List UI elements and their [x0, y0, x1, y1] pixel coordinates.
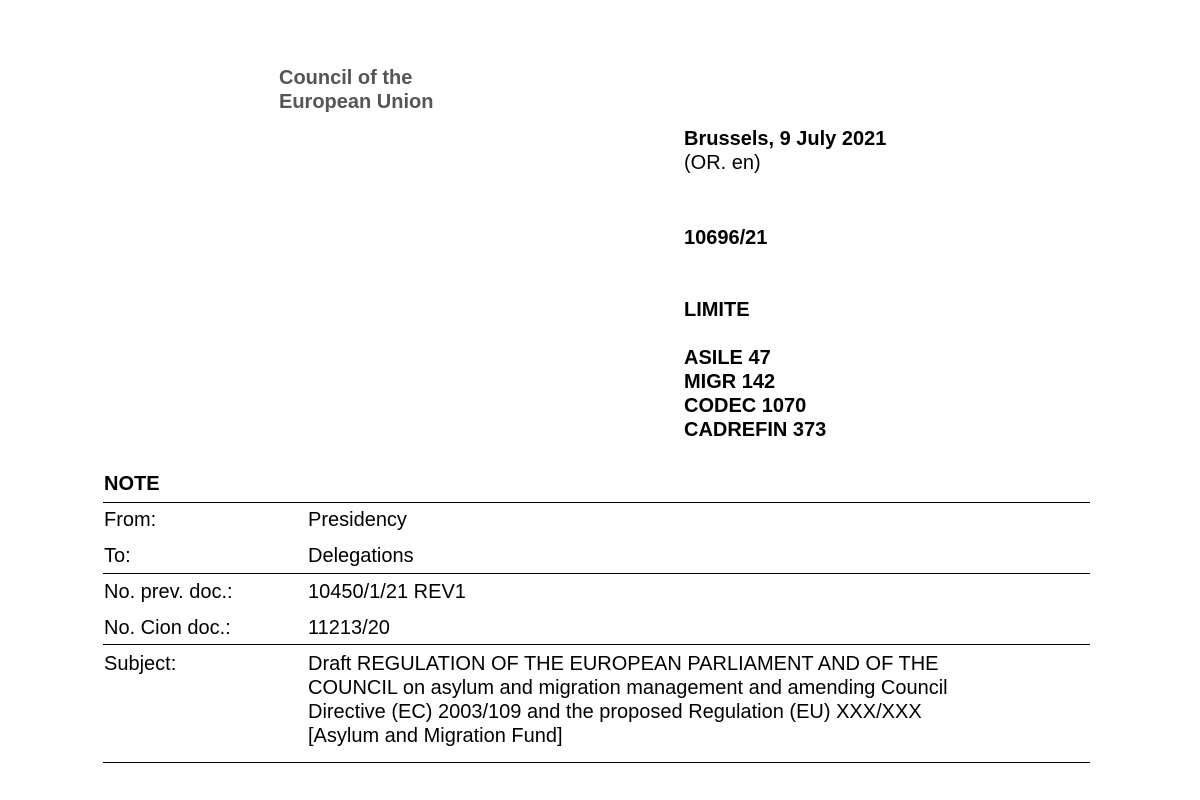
place-date-block: [684, 127, 886, 175]
prev-doc-label: No. prev. doc.:: [104, 581, 233, 603]
subject-codes: [684, 346, 826, 442]
divider: [103, 502, 1090, 503]
subject-value: [308, 652, 1078, 748]
subject-line: Directive (EC) 2003/109 and the proposed Regulation (EU) XXX/XXX: [308, 701, 922, 723]
institution-name-line-2: European Union: [279, 91, 434, 113]
place-date: Brussels, 9 July 2021: [684, 128, 887, 150]
cion-doc-label: No. Cion doc.:: [104, 617, 231, 639]
subject-line: [Asylum and Migration Fund]: [308, 725, 563, 747]
divider: [103, 644, 1090, 645]
from-value: Presidency: [308, 509, 407, 531]
prev-doc-value: 10450/1/21 REV1: [308, 581, 466, 603]
to-value: Delegations: [308, 545, 414, 567]
subject-code: CADREFIN 373: [684, 419, 827, 441]
divider: [103, 762, 1090, 763]
subject-code: MIGR 142: [684, 371, 776, 393]
subject-code: ASILE 47: [684, 347, 771, 369]
divider: [103, 573, 1090, 574]
to-label: To:: [104, 545, 131, 567]
original-language: (OR. en): [684, 152, 761, 174]
subject-code: CODEC 1070: [684, 395, 807, 417]
subject-label: Subject:: [104, 653, 177, 675]
classification-marking: LIMITE: [684, 299, 750, 321]
document-number: 10696/21: [684, 227, 768, 249]
from-label: From:: [104, 509, 157, 531]
subject-line: Draft REGULATION OF THE EUROPEAN PARLIAMENT AND OF THE: [308, 653, 939, 675]
institution-name-line-1: Council of the: [279, 67, 413, 89]
note-heading: NOTE: [104, 473, 160, 495]
subject-line: COUNCIL on asylum and migration management and amending Council: [308, 677, 948, 699]
cion-doc-value: 11213/20: [308, 617, 390, 639]
institution-name: [279, 66, 433, 114]
